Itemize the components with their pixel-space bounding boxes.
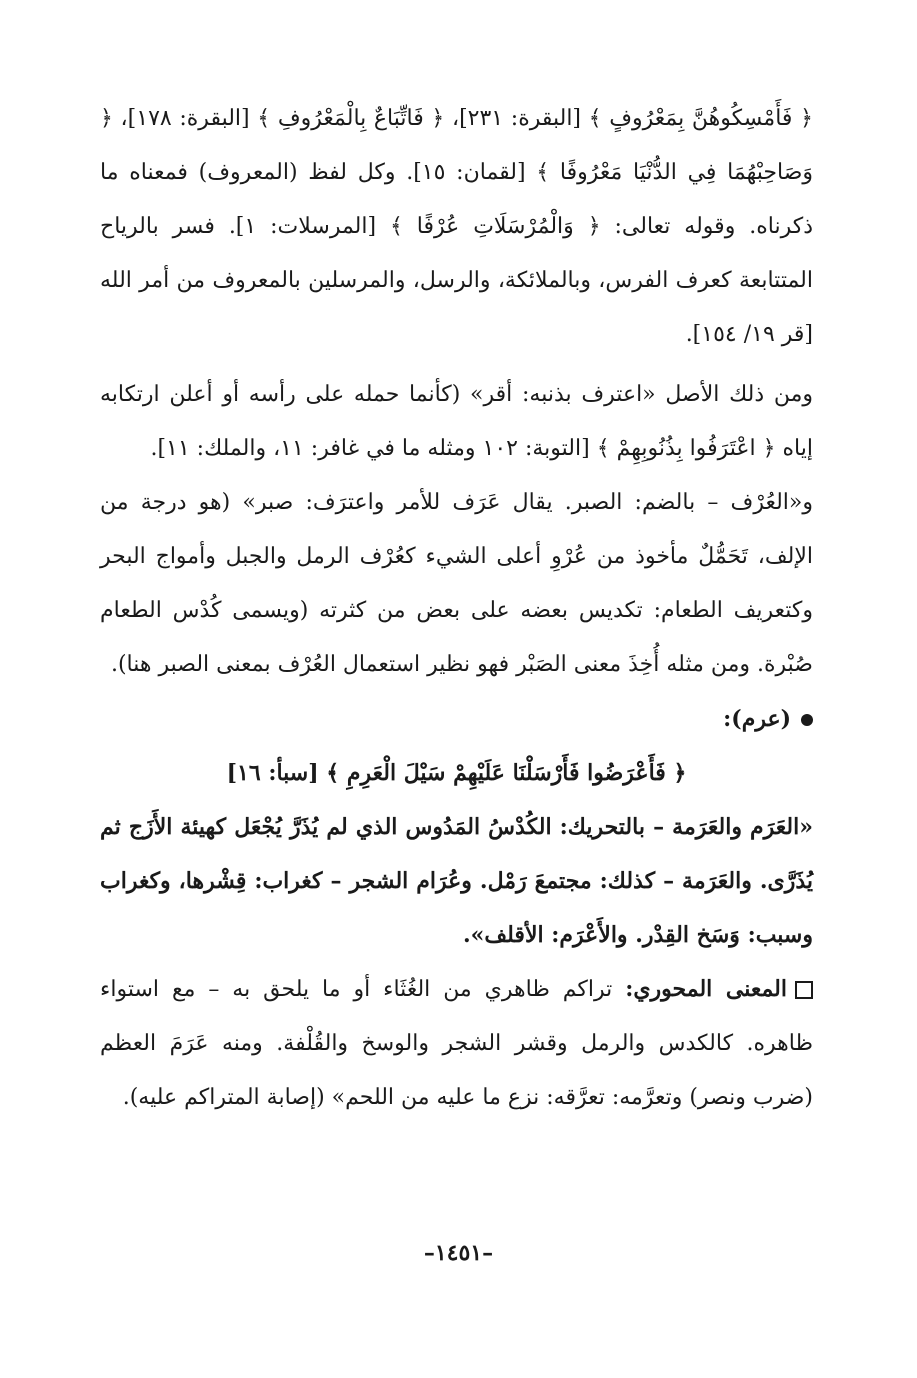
core-meaning	[100, 962, 813, 1125]
bullet-icon	[801, 714, 813, 726]
paragraph-urf-sabr: و«العُرْف – بالضم: الصبر. يقال عَرَف للأمر واعترَف: صبر» (هو درجة من الإلف، تَحَمُّلٌ مأخوذ من عُرْوِ أعلى الشيء كعُرْف الرمل والجبل وأمواج البحر وكتعريف الطعام: تكديس بعضه على بعض من كثرته (ويسمى كُدْس الطعام صُبْرة. ومن مثله أُخِذَ معنى الصَبْر فهو نظير استعمال العُرْف بمعنى الصبر هنا).	[100, 490, 813, 677]
page-number: –١٤٥١–	[423, 1240, 494, 1266]
entry-heading-text: (عرم):	[723, 706, 791, 732]
paragraph-itiraf: ومن ذلك الأصل «اعترف بذنبه: أقر» (كأنما حمله على رأسه أو أعلن ارتكابه إياه ﴿ اعْتَرَفُوا بِذُنُوبِهِمْ ﴾ [التوبة: ١٠٢ ومثله ما في غافر: ١١، والملك: ١١].	[100, 382, 813, 461]
core-meaning-text: تراكم ظاهري من الغُثَاء أو ما يلحق به – مع استواء ظاهره. كالكدس والرمل وقشر الشجر والوسخ والقُلْفة. ومنه عَرَمَ العظم (ضرب ونصر) وتعرَّمه: تعرَّقه: نزع ما عليه من اللحم» (إصابة المتراكم عليه).	[100, 977, 813, 1110]
entry-heading	[100, 692, 813, 746]
lexical-definition: «العَرَم والعَرَمة – بالتحريك: الكُدْسُ المَدُوس الذي لم يُذَرَّ يُجْعَل كهيئة الأَزَج ثم يُذَرَّى. والعَرَمة – كذلك: مجتمعَ رَمْل. وعُرَام الشجر – كغراب: قِشْرها، وكغراب وسبب: وَسَخ القِدْر. والأَعْرَم: الأقلف».	[100, 814, 813, 948]
square-marker-icon	[795, 981, 813, 999]
quran-verse: ﴿ فَأَعْرَضُوا فَأَرْسَلْنَا عَلَيْهِمْ سَيْلَ الْعَرِمِ ﴾ [سبأ: ١٦]	[226, 760, 687, 786]
paragraph-maruf-usage: ﴿ فَأَمْسِكُوهُنَّ بِمَعْرُوفٍ ﴾ [البقرة: ٢٣١]، ﴿ فَاتِّبَاعٌ بِالْمَعْرُوفِ ﴾ [البقرة: ١٧٨]، ﴿ وَصَاحِبْهُمَا فِي الدُّنْيَا مَعْرُوفًا ﴾ [لقمان: ١٥]. وكل لفظ (المعروف) فمعناه ما ذكرناه. وقوله تعالى: ﴿ وَالْمُرْسَلَاتِ عُرْفًا ﴾ [المرسلات: ١]. فسر بالرياح المتتابعة كعرف الفرس، وبالملائكة، والرسل، والمرسلين بالمعروف من أمر الله [قر ١٩/ ١٥٤].	[100, 106, 813, 347]
page-body	[100, 92, 813, 1125]
core-meaning-label: المعنى المحوري:	[625, 976, 787, 1002]
